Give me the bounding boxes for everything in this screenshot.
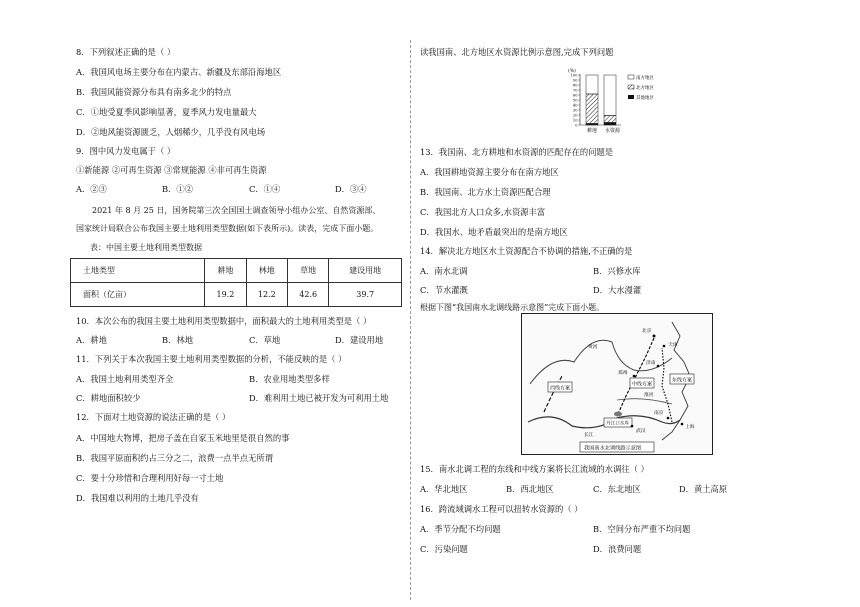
bar-segment-1-1	[604, 116, 616, 123]
y-tick-label: 30	[572, 108, 578, 113]
question-16-title: 16．跨流域调水工程可以扭转水资源的（ ）	[420, 504, 583, 514]
q14-option-a[interactable]: A．南水北调	[420, 266, 468, 276]
y-tick-label: 40	[572, 103, 578, 108]
land-use-table	[70, 258, 402, 307]
reservoir-label: 丹江口水库	[606, 421, 629, 427]
question-10-title: 10．本次公布的我国主要土地利用类型数据中，面积最大的土地利用类型是（ ）	[76, 316, 372, 326]
question-15-title: 15．南水北调工程的东线和中线方案将长江流域的水调往（ ）	[420, 464, 649, 474]
q11-option-d[interactable]: D．难利用土地已被开发为可利用土地	[249, 393, 389, 403]
beijing-dot	[653, 335, 656, 338]
q11-option-c[interactable]: C．耕地面积较少	[76, 393, 141, 403]
table-row-label: 面积（亿亩）	[71, 283, 205, 307]
nanjing-dot	[667, 417, 670, 420]
q12-option-a[interactable]: A．中国地大物博，把房子盖在自家玉米地里是很自然的事	[76, 433, 290, 443]
q16-option-d[interactable]: D．浪费问题	[593, 544, 642, 554]
q16-option-a[interactable]: A．季节分配不均问题	[420, 524, 501, 534]
nanjing-label: 南京	[654, 411, 664, 416]
q11-option-b[interactable]: B．农业用地类型多样	[249, 374, 330, 384]
q15-option-a[interactable]: A．华北地区	[420, 484, 468, 494]
middle-route-line	[618, 338, 654, 414]
question-14-title: 14．解决北方地区水土资源配合不协调的措施,不正确的是	[420, 246, 633, 256]
table-header-cell: 草地	[287, 259, 328, 283]
wuhan-dot	[631, 425, 634, 428]
legend-label-south: 南方地区	[636, 76, 654, 81]
table-cell: 12.2	[246, 283, 287, 307]
question-11-title: 11．下列关于本次我国主要土地利用类型数据的分析，不能反映的是（ ）	[76, 354, 347, 364]
q14-option-d[interactable]: D．大水漫灌	[593, 285, 642, 295]
question-13-title: 13．我国南、北方耕地和水资源的匹配存在的问题是	[420, 147, 614, 157]
column-divider	[410, 40, 411, 600]
q14-option-c[interactable]: C．节水灌溉	[420, 285, 468, 295]
bar-segment-0-1	[586, 94, 598, 124]
q11-option-a[interactable]: A．我国土地利用类型齐全	[76, 374, 174, 384]
water-resource-chart	[566, 66, 684, 138]
beijing-label: 北京	[642, 329, 652, 334]
q15-option-b[interactable]: B．西北地区	[506, 484, 554, 494]
map-caption: 我国南水北调线路示意图	[584, 445, 642, 452]
question-8-title: 8．下列叙述正确的是（ ）	[76, 47, 176, 57]
zhengzhou-dot	[633, 375, 636, 378]
yellow-river-label: 黄河	[588, 345, 598, 350]
q13-option-c[interactable]: C．我国北方人口众多,水资源丰富	[420, 207, 546, 217]
table-header-cell: 耕地	[205, 259, 246, 283]
legend-swatch-other	[628, 95, 634, 99]
huai-river	[617, 399, 672, 404]
q8-option-d[interactable]: D．②地风能资源匮乏，人烟稀少，几乎没有风电场	[76, 127, 266, 137]
y-axis-ticks	[571, 74, 580, 128]
shanghai-label: 上海	[685, 425, 695, 430]
q15-option-c[interactable]: C．东北地区	[593, 484, 641, 494]
q8-option-c[interactable]: C．①地受夏季风影响显著，夏季风力发电量最大	[76, 107, 257, 117]
q13-option-a[interactable]: A．我国耕地资源主要分布在南方地区	[420, 167, 559, 177]
legend-label-north: 北方地区	[636, 86, 654, 91]
y-tick-label: 60	[572, 93, 578, 98]
middle-route-label: 中线方案	[632, 381, 653, 388]
legend-swatch-north	[628, 85, 634, 89]
west-route-label: 西线方案	[550, 385, 571, 392]
table-cell: 19.2	[205, 283, 246, 307]
legend-swatch-south	[628, 75, 634, 79]
q12-option-b[interactable]: B．我国平原面积约占三分之二，浪费一点半点无所谓	[76, 453, 273, 463]
x-tick-label-1: 水资源	[605, 128, 621, 134]
table-caption: 表：中国主要土地利用类型数据	[90, 243, 202, 252]
changjiang-label: 长江	[584, 433, 594, 438]
south-north-water-diversion-map	[521, 313, 713, 455]
bar-segment-0-0	[586, 75, 598, 94]
y-tick-label: 100	[570, 73, 578, 78]
q13-option-b[interactable]: B．我国南、北方水土资源匹配合理	[420, 187, 551, 197]
map-drawing	[522, 314, 712, 454]
q8-option-b[interactable]: B．我国风能资源分布具有南多北少的特点	[76, 87, 232, 97]
q10-option-d[interactable]: D．建设用地	[335, 335, 384, 345]
y-tick-label: 20	[572, 113, 578, 118]
x-tick-label-0: 耕地	[587, 128, 598, 134]
zhengzhou-label: 郑州	[618, 371, 628, 376]
q9-items: ①新能源 ②可再生资源 ③常规能源 ④非可再生资源	[76, 165, 267, 175]
passage-line-1: 2021 年 8 月 25 日，国务院第三次全国国土调查领导小组办公室、自然资源部、	[92, 206, 381, 215]
y-tick-label: 0	[575, 123, 578, 128]
east-route-label: 东线方案	[672, 377, 693, 384]
table-row	[71, 283, 402, 307]
west-route-line	[544, 376, 562, 412]
q10-option-a[interactable]: A．耕地	[76, 335, 107, 345]
table-header-cell: 土地类型	[71, 259, 205, 283]
q15-option-d[interactable]: D．黄土高原	[679, 484, 728, 494]
passage-line-2: 国家统计局联合公布我国主要土地利用类型数据(如下表所示)。读表，完成下面小题。	[76, 224, 379, 233]
y-axis-label: (%)	[568, 69, 576, 74]
y-tick-label: 80	[572, 83, 578, 88]
q9-option-d[interactable]: D．③④	[335, 184, 367, 194]
q9-option-c[interactable]: C．①④	[249, 184, 281, 194]
q13-option-d[interactable]: D．我国水、地矛盾最突出的是南方地区	[420, 227, 568, 237]
y-tick-label: 90	[572, 78, 578, 83]
q9-option-a[interactable]: A．②③	[76, 184, 107, 194]
chart-legend	[628, 74, 654, 101]
jinan-label: 济南	[646, 361, 656, 366]
map-intro: 根据下图“我国南水北调线路示意图”完成下面小题。	[420, 303, 605, 312]
question-9-title: 9．图中风力发电属于（ ）	[76, 146, 176, 156]
wuhan-label: 武汉	[636, 429, 646, 434]
tianjin-label: 天津	[668, 343, 678, 348]
q9-option-b[interactable]: B．①②	[162, 184, 193, 194]
shanghai-dot	[681, 423, 684, 426]
bar-segment-0-2	[586, 124, 598, 126]
q14-option-b[interactable]: B．兴修水库	[593, 266, 641, 276]
legend-label-other: 其他地区	[636, 96, 654, 101]
q12-option-c[interactable]: C．要十分珍惜和合理利用好每一寸土地	[76, 473, 224, 483]
y-tick-label: 10	[572, 118, 578, 123]
chart-bars	[586, 75, 616, 125]
tianjin-dot	[663, 345, 666, 348]
jinan-dot	[657, 365, 660, 368]
q8-option-a[interactable]: A．我国风电场主要分布在内蒙古、新疆及东部沿海地区	[76, 67, 282, 77]
table-header-cell: 建设用地	[329, 259, 402, 283]
table-header-row	[71, 259, 402, 283]
danjiangkou-reservoir-marker	[614, 412, 622, 417]
q12-option-d[interactable]: D．我国难以利用的土地几乎没有	[76, 493, 199, 503]
huaihe-label: 淮河	[644, 393, 654, 398]
q16-option-b[interactable]: B．空间分布严重不均问题	[593, 524, 691, 534]
chart-intro: 读我国南、北方地区水资源比例示意图,完成下列问题	[420, 47, 614, 57]
bar-segment-1-0	[604, 75, 616, 116]
q10-option-b[interactable]: B．林地	[162, 335, 193, 345]
table-cell: 39.7	[329, 283, 402, 307]
table-cell: 42.6	[287, 283, 328, 307]
q16-option-c[interactable]: C．污染问题	[420, 544, 468, 554]
y-tick-label: 50	[572, 98, 578, 103]
y-tick-label: 70	[572, 88, 578, 93]
table-header-cell: 林地	[246, 259, 287, 283]
q10-option-c[interactable]: C．草地	[249, 335, 281, 345]
bar-segment-1-2	[604, 123, 616, 126]
question-12-title: 12．下面对土地资源的说法正确的是（ ）	[76, 412, 231, 422]
